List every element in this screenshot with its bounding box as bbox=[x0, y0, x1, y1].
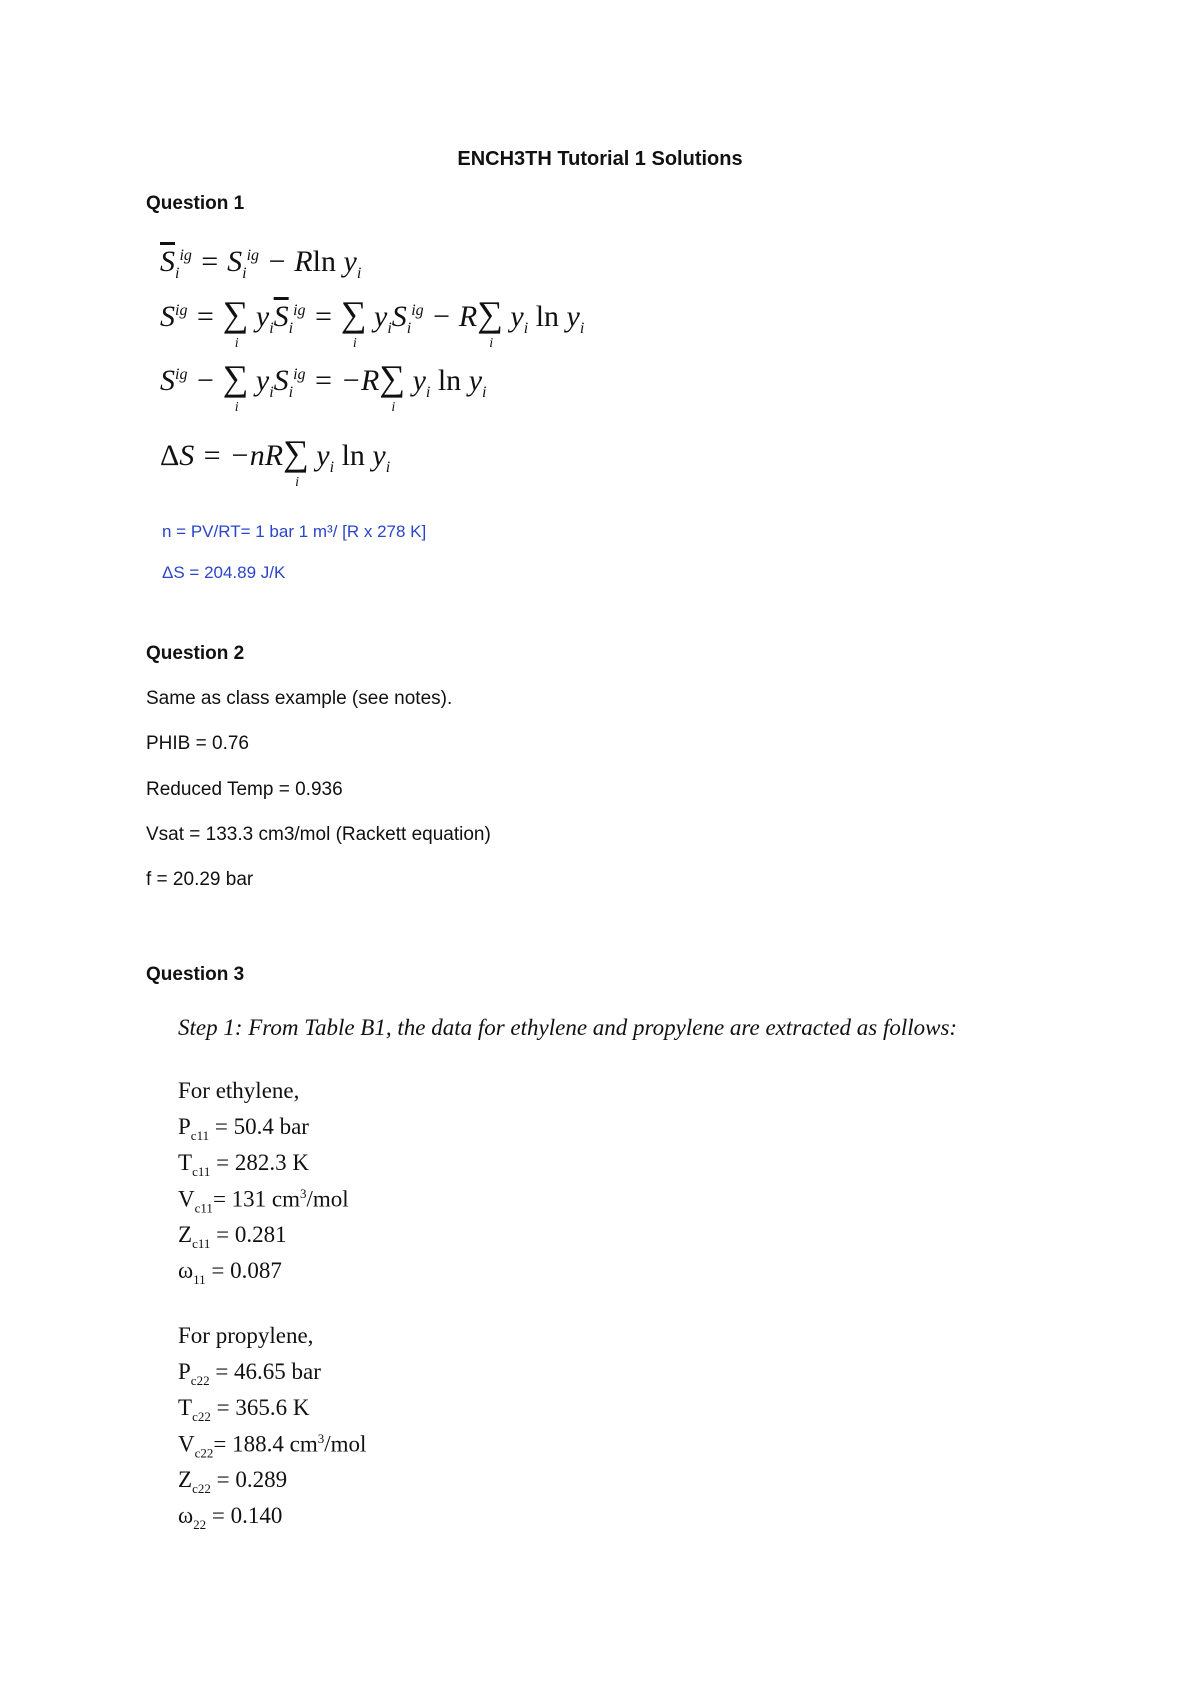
moles-calculation: n = PV/RT= 1 bar 1 m³/ [R x 278 K] bbox=[162, 522, 427, 541]
ethylene-omega: $\omega_{11} = 0.087$ bbox=[178, 1258, 282, 1287]
ethylene-pc: $P_{c11} = 50.4$ bar bbox=[178, 1114, 309, 1143]
question-3-heading: Question 3 bbox=[146, 964, 245, 985]
q2-fugacity: f = 20.29 bar bbox=[146, 869, 254, 890]
propylene-tc: $T_{c22} = 365.6$ K bbox=[178, 1395, 310, 1424]
propylene-label: For propylene, bbox=[178, 1323, 314, 1348]
q2-note: Same as class example (see notes). bbox=[146, 688, 453, 709]
equation-3: $S^{ig}$ − ∑ i $y_iS_i^{ig} = -R\sum$ i $y_i$ $\ln y_i$ bbox=[160, 358, 487, 415]
propylene-omega: $\omega_{22} = 0.140$ bbox=[178, 1503, 283, 1532]
q3-step-1: Step 1: From Table B1, the data for ethylene and propylene are extracted as follows: bbox=[178, 1015, 958, 1040]
question-2-heading: Question 2 bbox=[146, 643, 245, 664]
equation-2: $S^{ig}$ = ∑ i $y_i\overline{S}_i^{ig}$ = ∑ i $y_iS_i^{ig} - R\sum$ i $y_i$ $\ln y_i$ bbox=[160, 294, 585, 351]
propylene-pc: $P_{c22} = 46.65$ bar bbox=[178, 1359, 321, 1388]
question-1-heading: Question 1 bbox=[146, 193, 245, 214]
propylene-zc: $Z_{c22} = 0.289$ bbox=[178, 1467, 288, 1496]
equation-4: ΔS = −nR∑ i $y_i$ $\ln y_i$ bbox=[160, 433, 391, 490]
entropy-result: ΔS = 204.89 J/K bbox=[162, 563, 286, 582]
document-title: ENCH3TH Tutorial 1 Solutions bbox=[457, 148, 743, 170]
q2-reduced-temp: Reduced Temp = 0.936 bbox=[146, 779, 343, 800]
ethylene-tc: $T_{c11} = 282.3$ K bbox=[178, 1150, 309, 1179]
q2-phib: PHIB = 0.76 bbox=[146, 733, 249, 754]
ethylene-label: For ethylene, bbox=[178, 1078, 300, 1103]
ethylene-vc: $V_{c11}= 131$ $cm^3$/mol bbox=[178, 1186, 349, 1216]
propylene-vc: $V_{c22}= 188.4$ $cm^3$/mol bbox=[178, 1431, 367, 1461]
q2-vsat: Vsat = 133.3 cm3/mol (Rackett equation) bbox=[146, 824, 491, 845]
equation-1: $\overline{S}_i^{ig} = S_i^{ig} - Rln$ $y_i$ bbox=[160, 245, 362, 282]
ethylene-zc: $Z_{c11} = 0.281$ bbox=[178, 1222, 287, 1251]
